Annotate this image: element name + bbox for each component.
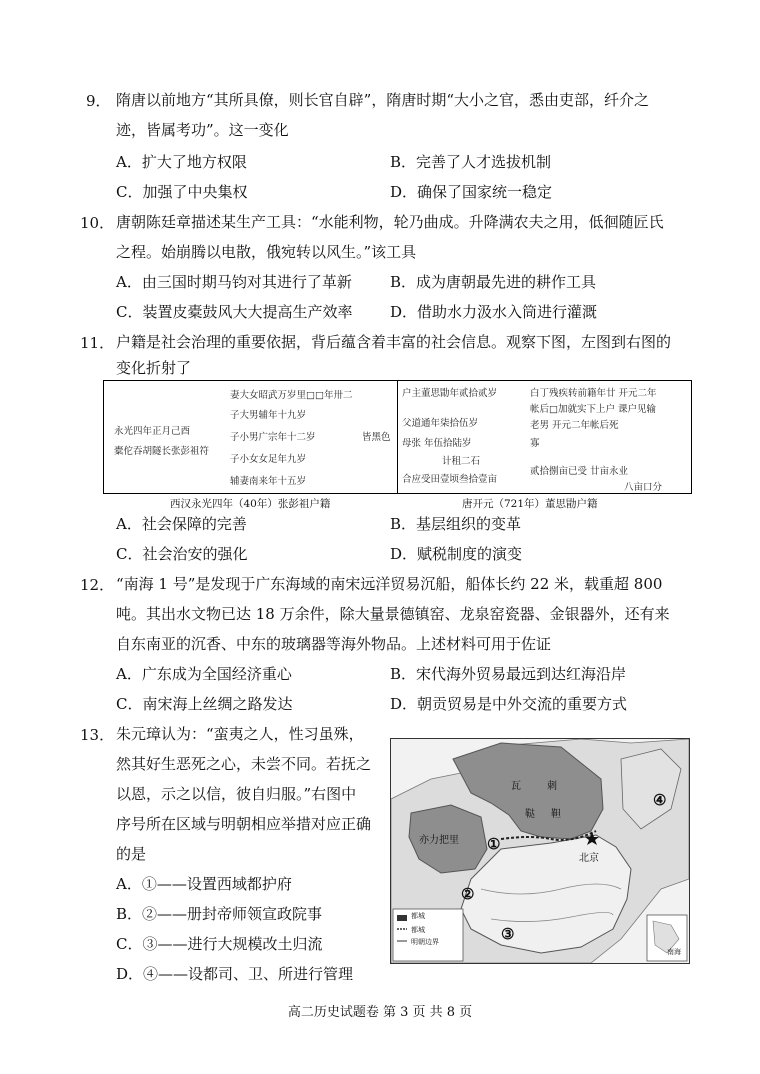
question-stem-line: 变化折射了 [116, 359, 192, 377]
map-legend-text: 都城 [411, 912, 425, 920]
household-register-figure [103, 380, 692, 494]
option-c[interactable]: C．南宋海上丝绸之路发达 [116, 695, 293, 713]
left-register-text: 子小男广宗年十二岁 [230, 432, 316, 443]
option-d[interactable]: D．确保了国家统一稳定 [390, 183, 553, 201]
option-b[interactable]: B．完善了人才选拔机制 [390, 153, 552, 171]
map-label-tatar-2: 靼 [551, 809, 561, 820]
map-drawing [391, 739, 689, 963]
option-a[interactable]: A．广东成为全国经济重心 [116, 665, 292, 683]
question-stem-line: 户籍是社会治理的重要依据，背后蕴含着丰富的社会信息。观察下图，左图到右图的 [116, 333, 672, 351]
option-b[interactable]: B．基层组织的变革 [390, 515, 522, 533]
right-register-text: 户主董思勖年贰拾贰岁 [402, 388, 498, 399]
left-register-text: 橐佗吞胡隧长张彭祖符 [114, 446, 210, 457]
option-a[interactable]: A．扩大了地方权限 [116, 153, 247, 171]
question-number: 11． [80, 334, 115, 352]
option-d[interactable]: D．④——设都司、卫、所进行管理 [116, 965, 354, 983]
ming-dynasty-map [390, 738, 690, 964]
map-legend-text: 都城 [411, 926, 425, 934]
option-d[interactable]: D．赋税制度的演变 [390, 545, 523, 563]
option-d[interactable]: D．借助水力汲水入筒进行灌溉 [390, 303, 598, 321]
left-figure-caption: 西汉永光四年（40年）张彭祖户籍 [170, 498, 331, 510]
option-c[interactable]: C．加强了中央集权 [116, 183, 248, 201]
question-stem-line: 然其好生恶死之心，未尝不同。若抚之 [116, 755, 372, 773]
option-b[interactable]: B．成为唐朝最先进的耕作工具 [390, 273, 597, 291]
option-c[interactable]: C．社会治安的强化 [116, 545, 248, 563]
figure-divider [397, 381, 398, 493]
right-register-text: 母张 年伍拾陆岁 [402, 438, 472, 449]
question-number: 12． [80, 576, 115, 594]
map-label-tatar-1: 鞑 [525, 809, 535, 820]
left-register-text: 子小女女足年九岁 [230, 454, 307, 465]
right-register-text: 白丁残疾转前籍年廿 开元二年 [530, 388, 657, 399]
option-c[interactable]: C．③——进行大规模改土归流 [116, 935, 323, 953]
right-register-text: 帐后□加就实下上户 课户见输 [530, 404, 656, 415]
right-register-text: 寡 [530, 438, 540, 449]
question-stem-line: 的是 [116, 845, 147, 863]
option-a[interactable]: A．社会保障的完善 [116, 515, 247, 533]
left-register-text: 皆黑色 [362, 432, 391, 443]
left-register-text: 辅妻南来年十五岁 [230, 476, 307, 487]
question-stem-line: 朱元璋认为：“蛮夷之人，性习虽殊， [116, 725, 364, 743]
question-stem-line: 序号所在区域与明朝相应举措对应正确 [116, 815, 372, 833]
left-register-text: 妻大女昭武万岁里□□年卅二 [230, 390, 353, 401]
option-c[interactable]: C．装置皮橐鼓风大大提高生产效率 [116, 303, 353, 321]
question-stem-line: “南海 1 号”是发现于广东海域的南宋远洋贸易沉船，船体长约 22 米，载重超 800 [116, 575, 663, 593]
question-stem-line: 迹，皆属考功”。这一变化 [116, 121, 289, 139]
question-stem-line: 之程。始崩腾以电散，俄宛转以风生。”该工具 [116, 243, 417, 261]
map-marker-4: ④ [653, 791, 667, 809]
right-register-text: 合应受田壹顷叁拾壹亩 [402, 474, 498, 485]
right-register-text: 父道通年柒拾伍岁 [402, 418, 479, 429]
option-a[interactable]: A．①——设置西域都护府 [116, 875, 292, 893]
question-number: 9． [86, 92, 111, 110]
question-stem-line: 以恩，示之以信，彼自归服。”右图中 [116, 785, 357, 803]
map-inset-label: 南海 [667, 948, 681, 956]
right-register-text: 八亩口分 [624, 482, 663, 493]
map-label-wala-2: 刺 [547, 781, 557, 792]
question-stem-line: 自东南亚的沉香、中东的玻璃器等海外物品。上述材料可用于佐证 [116, 635, 552, 653]
question-number: 13． [80, 726, 115, 744]
option-b[interactable]: B．②——册封帝师领宣政院事 [116, 905, 323, 923]
map-label-ili-baliq: 亦力把里 [419, 835, 459, 846]
map-marker-2: ② [461, 885, 475, 903]
map-marker-1: ① [487, 835, 501, 853]
question-stem-line: 唐朝陈廷章描述某生产工具：“水能利物，轮乃曲成。升降满农夫之用，低徊随匠氏 [116, 213, 664, 231]
left-register-text: 子大男辅年十九岁 [230, 410, 307, 421]
right-figure-caption: 唐开元（721年）董思勖户籍 [462, 498, 598, 510]
page-footer: 高二历史试题卷 第 3 页 共 8 页 [287, 1005, 473, 1020]
right-register-text: 老男 开元二年帐后死 [530, 420, 619, 431]
question-number: 10． [80, 214, 115, 232]
question-stem-line: 吨。其出水文物已达 18 万余件，除大量景德镇窑、龙泉窑瓷器、金银器外，还有来 [116, 605, 670, 623]
map-marker-3: ③ [501, 925, 515, 943]
map-legend-text: 明朝边界 [411, 938, 439, 946]
left-register-text: 永光四年正月己酉 [114, 426, 191, 437]
option-b[interactable]: B．宋代海外贸易最远到达红海沿岸 [390, 665, 627, 683]
right-register-text: 贰拾捌亩已受 廿亩永业 [530, 466, 629, 477]
right-register-text: 计租二石 [442, 456, 481, 467]
option-d[interactable]: D．朝贡贸易是中外交流的重要方式 [390, 695, 628, 713]
map-label-beijing: 北京 [579, 853, 599, 864]
option-a[interactable]: A．由三国时期马钧对其进行了革新 [116, 273, 352, 291]
map-label-wala-1: 瓦 [511, 781, 521, 792]
question-stem-line: 隋唐以前地方“其所具僚，则长官自辟”，隋唐时期“大小之官，悉由吏部，纤介之 [116, 91, 650, 109]
